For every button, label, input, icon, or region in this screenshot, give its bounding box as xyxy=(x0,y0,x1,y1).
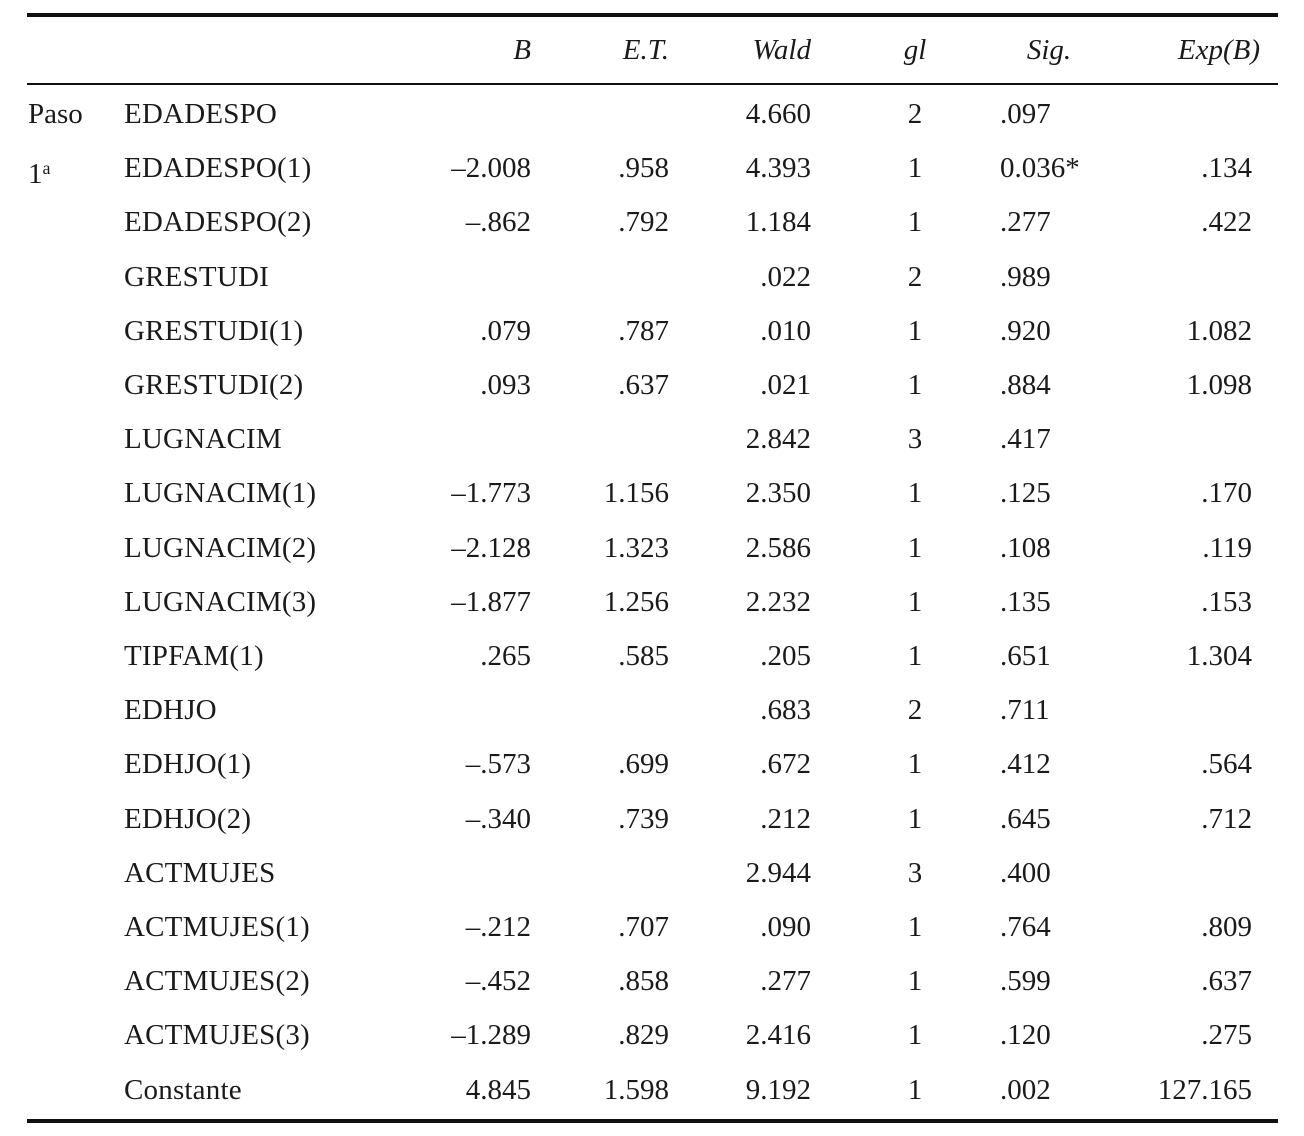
wald-cell: .205 xyxy=(760,640,811,672)
et-cell xyxy=(540,846,669,900)
gl-cell: 1 xyxy=(907,640,923,672)
b-cell: –1.773 xyxy=(451,477,531,510)
table-row xyxy=(0,466,1304,520)
exp-cell: .712 xyxy=(1201,802,1252,835)
table-row xyxy=(0,87,1304,141)
gl-cell: 1 xyxy=(907,314,923,347)
table-row xyxy=(0,954,1304,1008)
wald-cell: .021 xyxy=(760,369,811,401)
exp-cell: .119 xyxy=(1202,531,1252,564)
sig-cell: .645 xyxy=(1000,802,1051,835)
wald-cell: 2.586 xyxy=(745,531,811,564)
exp-cell: .170 xyxy=(1201,477,1252,510)
wald-cell: .277 xyxy=(760,965,811,998)
exp-cell: .134 xyxy=(1201,152,1252,185)
et-cell: .829 xyxy=(618,1019,669,1052)
variable-cell: LUGNACIM(3) xyxy=(124,585,317,618)
table-row xyxy=(0,250,1304,304)
et-cell xyxy=(540,683,669,737)
header-et: E.T. xyxy=(622,34,669,66)
gl-cell: 1 xyxy=(907,1073,923,1106)
gl-cell: 1 xyxy=(907,585,923,618)
gl-cell: 1 xyxy=(907,206,923,239)
sig-cell: 0.036* xyxy=(1000,152,1080,185)
variable-cell: ACTMUJES(3) xyxy=(124,1019,310,1052)
header-wald: Wald xyxy=(752,34,811,66)
wald-cell: 2.232 xyxy=(745,585,811,618)
et-cell: 1.598 xyxy=(603,1073,669,1106)
wald-cell: .022 xyxy=(760,260,811,293)
table-row xyxy=(0,737,1304,791)
gl-cell: 1 xyxy=(907,369,923,401)
wald-cell: .212 xyxy=(760,802,811,835)
gl-cell: 1 xyxy=(907,802,923,835)
exp-cell: .809 xyxy=(1201,911,1252,943)
gl-cell: 1 xyxy=(907,748,923,781)
exp-cell xyxy=(1110,412,1252,466)
gl-cell: 1 xyxy=(907,965,923,998)
table-row xyxy=(0,575,1304,629)
variable-cell: GRESTUDI xyxy=(124,260,269,293)
wald-cell: .010 xyxy=(760,314,811,347)
variable-cell: ACTMUJES(1) xyxy=(124,911,310,943)
table-row xyxy=(0,846,1304,900)
gl-cell: 3 xyxy=(907,423,923,456)
et-cell: .787 xyxy=(618,314,669,347)
variable-cell: Constante xyxy=(124,1073,242,1106)
b-cell: .079 xyxy=(480,314,531,347)
exp-cell: .422 xyxy=(1201,206,1252,239)
sig-cell: .651 xyxy=(1000,640,1051,672)
table-row xyxy=(0,141,1304,195)
et-cell: 1.256 xyxy=(603,585,669,618)
variable-cell: EDHJO xyxy=(124,694,217,727)
table-row xyxy=(0,195,1304,249)
b-cell: –1.289 xyxy=(451,1019,531,1052)
variable-cell: TIPFAM(1) xyxy=(124,640,264,672)
exp-cell xyxy=(1110,87,1252,141)
wald-cell: 2.350 xyxy=(745,477,811,510)
gl-cell: 1 xyxy=(907,531,923,564)
step-label: Paso xyxy=(28,98,83,130)
table-row xyxy=(0,792,1304,846)
exp-cell: 1.082 xyxy=(1186,314,1252,347)
exp-cell: 127.165 xyxy=(1157,1073,1252,1106)
gl-cell: 2 xyxy=(907,98,923,130)
b-cell: –.862 xyxy=(465,206,531,239)
sig-cell: .125 xyxy=(1000,477,1051,510)
variable-cell: GRESTUDI(2) xyxy=(124,369,304,401)
variable-cell: LUGNACIM(2) xyxy=(124,531,317,564)
variable-cell: EDADESPO(2) xyxy=(124,206,312,239)
wald-cell: .683 xyxy=(760,694,811,727)
exp-cell: .637 xyxy=(1201,965,1252,998)
b-cell: .265 xyxy=(480,640,531,672)
table-row xyxy=(0,1008,1304,1062)
b-cell xyxy=(360,250,531,304)
b-cell xyxy=(360,846,531,900)
b-cell xyxy=(360,683,531,737)
variable-cell: ACTMUJES xyxy=(124,856,276,889)
variable-cell: EDADESPO xyxy=(124,98,278,130)
gl-cell: 1 xyxy=(907,152,923,185)
exp-cell xyxy=(1110,846,1252,900)
exp-cell: .275 xyxy=(1201,1019,1252,1052)
sig-cell: .108 xyxy=(1000,531,1051,564)
sig-cell: .599 xyxy=(1000,965,1051,998)
et-cell: .792 xyxy=(618,206,669,239)
variable-cell: GRESTUDI(1) xyxy=(124,314,304,347)
sig-cell: .989 xyxy=(1000,260,1051,293)
sig-cell: .412 xyxy=(1000,748,1051,781)
b-cell: 4.845 xyxy=(465,1073,531,1106)
exp-cell: 1.098 xyxy=(1186,369,1252,401)
table-row xyxy=(0,900,1304,954)
table-row xyxy=(0,304,1304,358)
table-bottom-rule xyxy=(27,1119,1278,1123)
wald-cell: .090 xyxy=(760,911,811,943)
et-cell xyxy=(540,250,669,304)
table-row xyxy=(0,358,1304,412)
wald-cell: 4.393 xyxy=(745,152,811,185)
b-cell: –.212 xyxy=(465,911,531,943)
exp-cell xyxy=(1110,250,1252,304)
variable-cell: EDHJO(2) xyxy=(124,802,252,835)
table-row xyxy=(0,1063,1304,1117)
table-row xyxy=(0,412,1304,466)
et-cell: .637 xyxy=(618,369,669,401)
header-sig: Sig. xyxy=(1026,34,1072,66)
sig-cell: .120 xyxy=(1000,1019,1051,1052)
et-cell xyxy=(540,412,669,466)
wald-cell: 2.416 xyxy=(745,1019,811,1052)
wald-cell: 2.842 xyxy=(745,423,811,456)
gl-cell: 1 xyxy=(907,1019,923,1052)
et-cell: 1.156 xyxy=(603,477,669,510)
wald-cell: 2.944 xyxy=(745,856,811,889)
sig-cell: .002 xyxy=(1000,1073,1051,1106)
variable-cell: LUGNACIM xyxy=(124,423,282,456)
table-row xyxy=(0,521,1304,575)
variable-cell: ACTMUJES(2) xyxy=(124,965,310,998)
table-row xyxy=(0,629,1304,683)
et-cell: .585 xyxy=(618,640,669,672)
sig-cell: .417 xyxy=(1000,423,1051,456)
wald-cell: 1.184 xyxy=(745,206,811,239)
sig-cell: .400 xyxy=(1000,856,1051,889)
et-cell xyxy=(540,87,669,141)
et-cell: .858 xyxy=(618,965,669,998)
variable-cell: EDADESPO(1) xyxy=(124,152,312,185)
sig-cell: .884 xyxy=(1000,369,1051,401)
variable-cell: LUGNACIM(1) xyxy=(124,477,317,510)
sig-cell: .135 xyxy=(1000,585,1051,618)
et-cell: .739 xyxy=(618,802,669,835)
step-number-text: 1 xyxy=(28,158,43,191)
sig-cell: .920 xyxy=(1000,314,1051,347)
et-cell: .958 xyxy=(618,152,669,185)
b-cell: –2.008 xyxy=(451,152,531,185)
gl-cell: 2 xyxy=(907,694,923,727)
b-cell: –.452 xyxy=(465,965,531,998)
wald-cell: .672 xyxy=(760,748,811,781)
step-footnote-marker: a xyxy=(42,158,51,179)
b-cell: .093 xyxy=(480,369,531,401)
sig-cell: .764 xyxy=(1000,911,1051,943)
variable-cell: EDHJO(1) xyxy=(124,748,252,781)
exp-cell: .153 xyxy=(1201,585,1252,618)
gl-cell: 2 xyxy=(907,260,923,293)
et-cell: .707 xyxy=(618,911,669,943)
b-cell: –.340 xyxy=(465,802,531,835)
step-number xyxy=(28,141,118,195)
sig-cell: .097 xyxy=(1000,98,1051,130)
b-cell: –2.128 xyxy=(451,531,531,564)
header-exp: Exp(B) xyxy=(1177,34,1260,66)
header-gl: gl xyxy=(903,34,927,66)
gl-cell: 1 xyxy=(907,911,923,943)
b-cell xyxy=(360,87,531,141)
et-cell: .699 xyxy=(618,748,669,781)
b-cell xyxy=(360,412,531,466)
gl-cell: 3 xyxy=(907,856,923,889)
b-cell: –.573 xyxy=(465,748,531,781)
exp-cell xyxy=(1110,683,1252,737)
table-header xyxy=(0,17,1304,83)
et-cell: 1.323 xyxy=(603,531,669,564)
table-row xyxy=(0,683,1304,737)
b-cell: –1.877 xyxy=(451,585,531,618)
sig-cell: .277 xyxy=(1000,206,1051,239)
wald-cell: 4.660 xyxy=(745,98,811,130)
sig-cell: .711 xyxy=(1000,694,1050,727)
header-b: B xyxy=(513,34,531,66)
wald-cell: 9.192 xyxy=(745,1073,811,1106)
exp-cell: .564 xyxy=(1201,748,1252,781)
exp-cell: 1.304 xyxy=(1186,640,1252,672)
gl-cell: 1 xyxy=(907,477,923,510)
table-header-rule xyxy=(27,83,1278,85)
